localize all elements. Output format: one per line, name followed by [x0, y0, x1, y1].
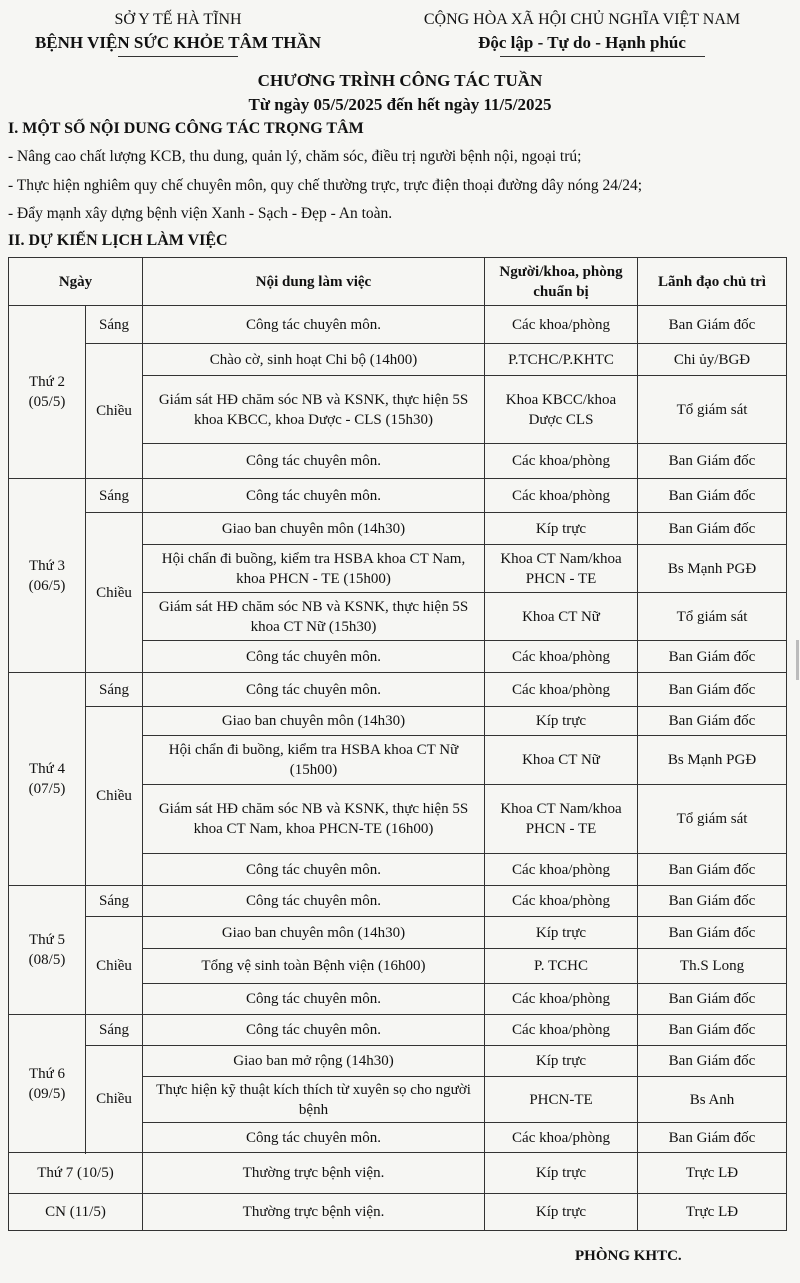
content-cell: Công tác chuyên môn.	[143, 984, 485, 1015]
content-cell: Công tác chuyên môn.	[143, 1123, 485, 1153]
prep-cell: Các khoa/phòng	[485, 984, 638, 1015]
session-cell: Chiều	[86, 344, 143, 479]
content-cell: Giao ban chuyên môn (14h30)	[143, 917, 485, 949]
prep-cell: Kíp trực	[485, 1194, 638, 1231]
lead-cell: Ban Giám đốc	[638, 1046, 787, 1077]
lead-cell: Ban Giám đốc	[638, 641, 787, 673]
lead-cell: Trực LĐ	[638, 1194, 787, 1231]
day-cell: Thứ 7 (10/5)	[9, 1153, 143, 1194]
prep-cell: Các khoa/phòng	[485, 444, 638, 479]
table-row	[9, 673, 787, 707]
lead-cell: Ban Giám đốc	[638, 984, 787, 1015]
day-label: Thứ 4 (07/5)	[28, 761, 66, 797]
table-row	[9, 306, 787, 344]
content-cell: Giám sát HĐ chăm sóc NB và KSNK, thực hiện 5S khoa CT Nữ (15h30)	[143, 593, 485, 641]
document-title: CHƯƠNG TRÌNH CÔNG TÁC TUẦN	[257, 71, 543, 90]
session-cell: Chiều	[86, 917, 143, 1015]
session-cell: Sáng	[86, 673, 143, 707]
content-cell: Hội chẩn đi buồng, kiểm tra HSBA khoa CT Nam, khoa PHCN - TE (15h00)	[143, 545, 485, 593]
content-cell: Thường trực bệnh viện.	[143, 1194, 485, 1231]
session-cell: Sáng	[86, 1015, 143, 1046]
prep-cell: Các khoa/phòng	[485, 673, 638, 707]
hospital-name: BỆNH VIỆN SỨC KHỎE TÂM THẦN	[34, 33, 322, 52]
day-label: Thứ 2 (05/5)	[28, 374, 66, 410]
content-cell: Giám sát HĐ chăm sóc NB và KSNK, thực hiện 5S khoa KBCC, khoa Dược - CLS (15h30)	[143, 376, 485, 444]
content-cell: Giám sát HĐ chăm sóc NB và KSNK, thực hiện 5S khoa CT Nam, khoa PHCN-TE (16h00)	[143, 785, 485, 854]
session-cell: Sáng	[86, 886, 143, 917]
day-cell: CN (11/5)	[9, 1194, 143, 1231]
prep-cell: PHCN-TE	[485, 1077, 638, 1123]
lead-cell: Ban Giám đốc	[638, 673, 787, 707]
country-name: CỘNG HÒA XÃ HỘI CHỦ NGHĨA VIỆT NAM	[423, 11, 741, 28]
table-row	[9, 479, 787, 513]
prep-cell: Các khoa/phòng	[485, 641, 638, 673]
prep-cell: Kíp trực	[485, 1153, 638, 1194]
content-cell: Giao ban mở rộng (14h30)	[143, 1046, 485, 1077]
table-row	[9, 344, 787, 376]
prep-cell: Các khoa/phòng	[485, 306, 638, 344]
table-row	[9, 886, 787, 917]
content-cell: Công tác chuyên môn.	[143, 479, 485, 513]
content-cell: Thực hiện kỹ thuật kích thích từ xuyên sọ cho người bệnh	[143, 1077, 485, 1123]
prep-cell: Các khoa/phòng	[485, 479, 638, 513]
agency-header	[0, 10, 356, 53]
session-cell: Chiều	[86, 1046, 143, 1153]
lead-cell: Ban Giám đốc	[638, 306, 787, 344]
day-label: Thứ 3 (06/5)	[28, 557, 66, 594]
content-cell: Công tác chuyên môn.	[143, 673, 485, 707]
prep-cell: Khoa CT Nam/khoa PHCN - TE	[485, 545, 638, 593]
signature-block: PHÒNG KHTC.	[575, 1248, 682, 1264]
day-cell	[9, 886, 86, 1015]
prep-cell: Các khoa/phòng	[485, 1015, 638, 1046]
schedule-table	[8, 257, 787, 1231]
prep-cell: Khoa CT Nữ	[485, 593, 638, 641]
day-label: Thứ 5 (08/5)	[28, 932, 66, 968]
header-prep: Người/khoa, phòng chuẩn bị	[485, 258, 638, 306]
lead-cell: Chi ủy/BGĐ	[638, 344, 787, 376]
table-row	[9, 1153, 787, 1194]
prep-cell: Khoa KBCC/khoa Dược CLS	[485, 376, 638, 444]
focus-bullet: - Nâng cao chất lượng KCB, thu dung, quản lý, chăm sóc, điều trị người bệnh nội, ngoại trú;	[8, 148, 582, 165]
content-cell: Công tác chuyên môn.	[143, 641, 485, 673]
content-cell: Giao ban chuyên môn (14h30)	[143, 513, 485, 545]
header-content: Nội dung làm việc	[143, 258, 485, 306]
header-lead: Lãnh đạo chủ trì	[638, 258, 787, 306]
content-cell: Chào cờ, sinh hoạt Chi bộ (14h00)	[143, 344, 485, 376]
content-cell: Tổng vệ sinh toàn Bệnh viện (16h00)	[143, 949, 485, 984]
session-cell: Chiều	[86, 707, 143, 886]
content-cell: Công tác chuyên môn.	[143, 854, 485, 886]
lead-cell: Ban Giám đốc	[638, 854, 787, 886]
prep-cell: Kíp trực	[485, 917, 638, 949]
lead-cell: Tổ giám sát	[638, 376, 787, 444]
focus-bullet: - Đẩy mạnh xây dựng bệnh viện Xanh - Sạch - Đẹp - An toàn.	[8, 205, 393, 222]
prep-cell: Các khoa/phòng	[485, 886, 638, 917]
lead-cell: Ban Giám đốc	[638, 707, 787, 736]
focus-bullet: - Thực hiện nghiêm quy chế chuyên môn, quy chế thường trực, trực điện thoại đường dây nóng 24/24;	[8, 177, 643, 194]
header-day: Ngày	[9, 258, 143, 306]
table-row	[9, 1194, 787, 1231]
content-cell: Công tác chuyên môn.	[143, 886, 485, 917]
lead-cell: Ban Giám đốc	[638, 917, 787, 949]
table-row	[9, 1046, 787, 1077]
prep-cell: Các khoa/phòng	[485, 854, 638, 886]
section-2-heading: II. DỰ KIẾN LỊCH LÀM VIỆC	[8, 232, 228, 249]
table-row	[9, 707, 787, 736]
scrollbar-thumb[interactable]	[796, 640, 799, 680]
lead-cell: Ban Giám đốc	[638, 513, 787, 545]
header-underline-left	[118, 56, 238, 57]
lead-cell: Ban Giám đốc	[638, 1123, 787, 1153]
lead-cell: Bs Mạnh PGĐ	[638, 736, 787, 785]
content-cell: Công tác chuyên môn.	[143, 1015, 485, 1046]
content-cell: Thường trực bệnh viện.	[143, 1153, 485, 1194]
lead-cell: Bs Mạnh PGĐ	[638, 545, 787, 593]
content-cell: Hội chẩn đi buồng, kiểm tra HSBA khoa CT Nữ (15h00)	[143, 736, 485, 785]
prep-cell: Kíp trực	[485, 1046, 638, 1077]
document-date-range: Từ ngày 05/5/2025 đến hết ngày 11/5/2025	[248, 95, 552, 114]
prep-cell: Khoa CT Nam/khoa PHCN - TE	[485, 785, 638, 854]
prep-cell: P.TCHC/P.KHTC	[485, 344, 638, 376]
lead-cell: Tổ giám sát	[638, 593, 787, 641]
lead-cell: Th.S Long	[638, 949, 787, 984]
lead-cell: Ban Giám đốc	[638, 1015, 787, 1046]
session-cell: Sáng	[86, 306, 143, 344]
lead-cell: Bs Anh	[638, 1077, 787, 1123]
prep-cell: Khoa CT Nữ	[485, 736, 638, 785]
lead-cell: Tổ giám sát	[638, 785, 787, 854]
session-cell: Sáng	[86, 479, 143, 513]
national-header	[372, 10, 792, 53]
day-cell	[9, 306, 86, 479]
day-label: Thứ 6 (09/5)	[28, 1065, 66, 1102]
national-motto: Độc lập - Tự do - Hạnh phúc	[478, 33, 686, 52]
table-row	[9, 917, 787, 949]
lead-cell: Ban Giám đốc	[638, 886, 787, 917]
department-name: SỞ Y TẾ HÀ TĨNH	[114, 11, 242, 28]
lead-cell: Ban Giám đốc	[638, 479, 787, 513]
lead-cell: Ban Giám đốc	[638, 444, 787, 479]
table-row	[9, 1015, 787, 1046]
prep-cell: Kíp trực	[485, 513, 638, 545]
day-cell	[9, 1015, 86, 1153]
content-cell: Công tác chuyên môn.	[143, 444, 485, 479]
lead-cell: Trực LĐ	[638, 1153, 787, 1194]
table-row	[9, 513, 787, 545]
prep-cell: Các khoa/phòng	[485, 1123, 638, 1153]
day-cell	[9, 673, 86, 886]
content-cell: Công tác chuyên môn.	[143, 306, 485, 344]
prep-cell: P. TCHC	[485, 949, 638, 984]
table-header-row	[9, 258, 787, 306]
content-cell: Giao ban chuyên môn (14h30)	[143, 707, 485, 736]
day-cell	[9, 479, 86, 673]
session-cell: Chiều	[86, 513, 143, 673]
prep-cell: Kíp trực	[485, 707, 638, 736]
header-underline-right	[500, 56, 705, 57]
section-1-heading: I. MỘT SỐ NỘI DUNG CÔNG TÁC TRỌNG TÂM	[8, 120, 364, 137]
